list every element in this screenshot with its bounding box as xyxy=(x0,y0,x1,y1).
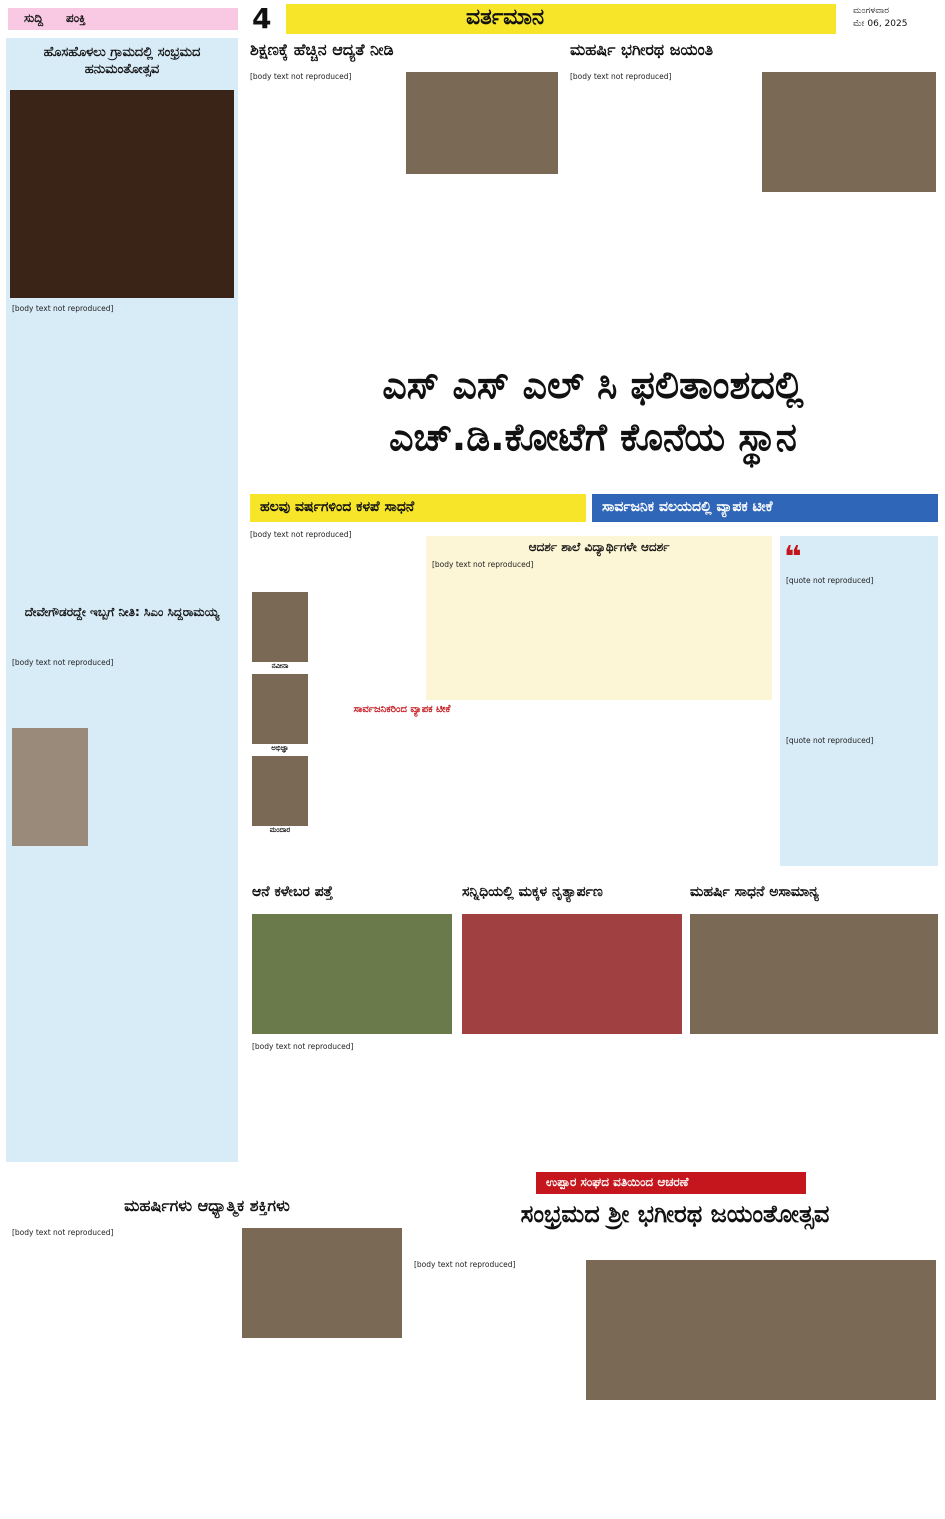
lead-body: [body text not reproduced] xyxy=(250,530,352,539)
lead-sub-right xyxy=(592,494,938,522)
section-label xyxy=(8,8,238,30)
model-school-box-body: [body text not reproduced] xyxy=(432,560,534,569)
bottom-story1-title: ಮಹರ್ಷಿಗಳು ಆಧ್ಯಾತ್ಮಿಕ ಶಕ್ತಿಗಳು xyxy=(124,1196,290,1215)
day: ಮಂಗಳವಾರ xyxy=(853,6,890,16)
bottom-story2-body: [body text not reproduced] xyxy=(414,1260,516,1269)
mid-story3-title: ಮಹರ್ಷಿ ಸಾಧನೆ ಅಸಾಮಾನ್ಯ xyxy=(690,884,819,900)
story-a-body: [body text not reproduced] xyxy=(250,72,352,81)
bottom-story2-kicker-band xyxy=(536,1172,806,1194)
portrait-photo xyxy=(12,728,88,846)
story-b-title: ಮಹರ್ಷಿ ಭಗೀರಥ ಜಯಂತಿ xyxy=(570,40,714,59)
model-school-box-title: ಆದರ್ಶ ಶಾಲೆ ವಿದ್ಯಾರ್ಥಿಗಳೇ ಆದರ್ಶ xyxy=(528,540,670,554)
story-b-body: [body text not reproduced] xyxy=(570,72,672,81)
temple-photo xyxy=(10,90,234,298)
lead-sub-left-text: ಹಲವು ವರ್ಷಗಳಿಂದ ಕಳಪೆ ಸಾಧನೆ xyxy=(260,499,415,515)
left-story1-title: ಹೊಸಹೊಳಲು ಗ್ರಾಮದಲ್ಲಿ ಸಂಭ್ರಮದ ಹನುಮಂತೋತ್ಸವ xyxy=(43,45,201,77)
date: ಮೇ 06, 2025 xyxy=(853,19,908,29)
bottom-story2-kicker: ಉಪ್ಪಾರ ಸಂಘದ ವತಿಯಿಂದ ಆಚರಣೆ xyxy=(546,1175,689,1189)
page-number: 4 xyxy=(252,2,272,35)
top-story-b xyxy=(566,38,940,350)
mid-stories xyxy=(246,880,940,1162)
bottom-story1-body: [body text not reproduced] xyxy=(12,1228,114,1237)
paper-name: ವರ್ತಮಾನ xyxy=(466,5,545,30)
top-story-b-photo xyxy=(762,72,936,192)
top-story-a xyxy=(246,38,562,350)
left-story2-body: [body text not reproduced] xyxy=(12,658,114,667)
quote-mark-icon: ❝ xyxy=(784,540,802,575)
lead-headline-2: ಎಚ್.ಡಿ.ಕೋಟೆಗೆ ಕೊನೆಯ ಸ್ಥಾನ xyxy=(389,415,797,459)
left-story2-title: ದೇವೇಗೌಡರದ್ದೇ ಇಬ್ಬಗೆ ನೀತಿ: ಸಿಎಂ ಸಿದ್ದರಾಮಯ್ಯ xyxy=(24,605,220,619)
bottom-story2-title: ಸಂಭ್ರಮದ ಶ್ರೀ ಭಗೀರಥ ಜಯಂತೋತ್ಸವ xyxy=(520,1200,830,1228)
elephant-photo xyxy=(252,914,452,1034)
mid-story3-photo xyxy=(690,914,938,1034)
bottom-story2-photo xyxy=(586,1260,936,1400)
lead-headline-1: ಎಸ್ ಎಸ್ ಎಲ್ ಸಿ ಫಲಿತಾಂಶದಲ್ಲಿ xyxy=(382,363,804,407)
quote-2: [quote not reproduced] xyxy=(786,736,874,745)
lead-sub-left xyxy=(250,494,586,522)
dance-photo xyxy=(462,914,682,1034)
student-name-3: ಮಂದಾರ xyxy=(269,826,291,834)
student-name-1: ನವೀನಾ xyxy=(271,662,289,670)
mid-story2-title: ಸನ್ನಿಧಿಯಲ್ಲಿ ಮಕ್ಕಳ ನೃತ್ಯಾರ್ಪಣ xyxy=(462,884,603,900)
section-label-2: ಪಂಕ್ತಿ xyxy=(66,11,86,25)
student-name-2: ಅಭಿಜ್ಞಾ xyxy=(271,744,289,752)
section-label-1: ಸುದ್ದಿ xyxy=(24,11,44,25)
top-story-a-photo xyxy=(406,72,558,174)
mid-story1-title: ಆನೆ ಕಳೇಬರ ಪತ್ತೆ xyxy=(252,884,333,900)
bottom-story-2 xyxy=(410,1172,940,1516)
lead-sub-right-text: ಸಾರ್ವಜನಿಕ ವಲಯದಲ್ಲಿ ವ್ಯಾಪಕ ಟೀಕೆ xyxy=(602,499,773,515)
left-column xyxy=(6,38,238,1162)
student-photo-3 xyxy=(252,756,308,826)
paper-name-band xyxy=(286,4,836,34)
masthead xyxy=(0,0,945,36)
story-a-title: ಶಿಕ್ಷಣಕ್ಕೆ ಹೆಚ್ಚಿನ ಆದ್ಯತೆ ನೀಡಿ xyxy=(250,40,394,59)
lead-story xyxy=(246,356,940,876)
model-school-box xyxy=(426,536,772,700)
bottom-story-1 xyxy=(6,1172,406,1516)
mid-body: [body text not reproduced] xyxy=(252,1042,354,1051)
quote-1: [quote not reproduced] xyxy=(786,576,874,585)
student-photo-2 xyxy=(252,674,308,744)
student-photo-1 xyxy=(252,592,308,662)
left-story1-body: [body text not reproduced] xyxy=(12,304,114,313)
public-tag: ಸಾರ್ವಜನಿಕರಿಂದ ವ್ಯಾಪಕ ಟೀಕೆ xyxy=(353,704,451,715)
quote-box xyxy=(780,536,938,866)
bottom-story1-photo xyxy=(242,1228,402,1338)
